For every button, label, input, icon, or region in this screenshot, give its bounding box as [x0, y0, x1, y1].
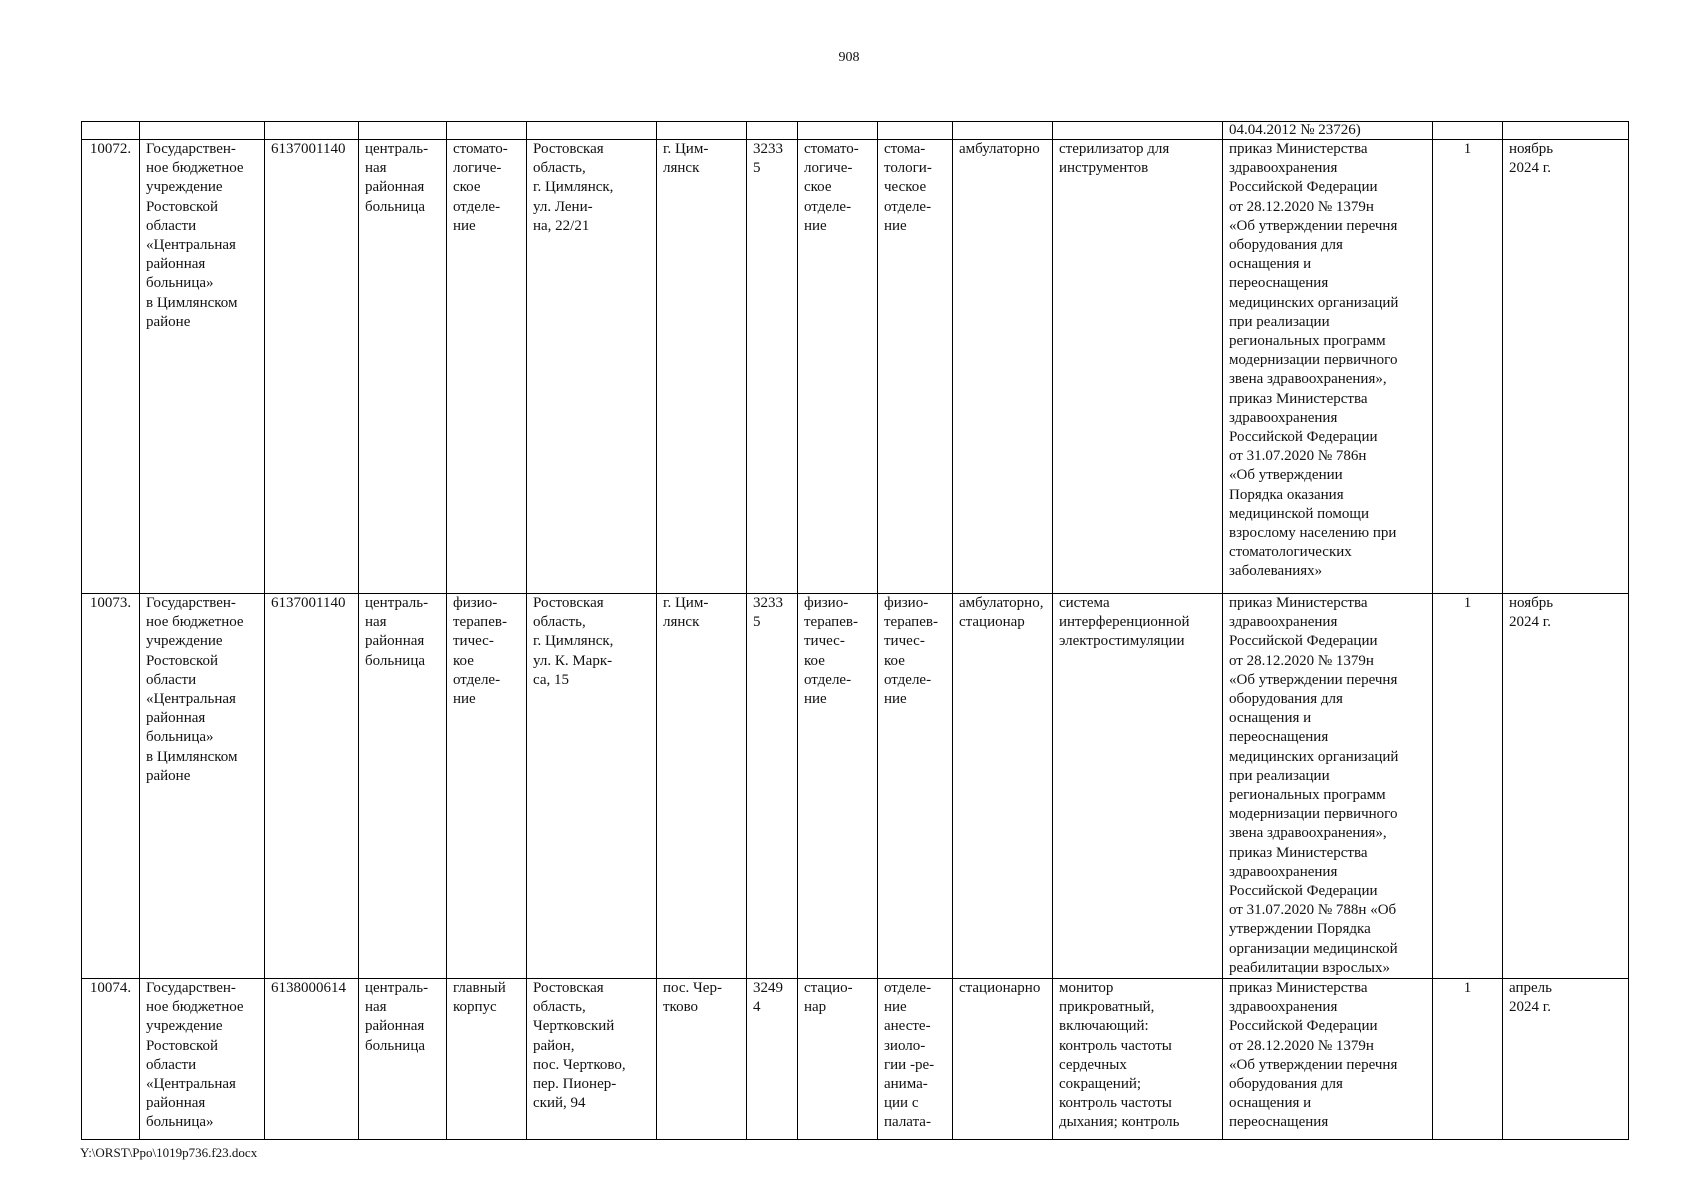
- code: 3233 5: [747, 140, 798, 594]
- row-number: 10072.: [82, 140, 140, 594]
- code: 3249 4: [747, 979, 798, 1140]
- quantity: 1: [1433, 140, 1503, 594]
- care-conditions: амбулаторно: [953, 140, 1053, 594]
- row-number: 10074.: [82, 979, 140, 1140]
- table-row: [82, 140, 1629, 594]
- unit: физио- терапев- тичес- кое отделе- ние: [878, 594, 953, 979]
- equipment-name: стерилизатор для инструментов: [1053, 140, 1223, 594]
- cell: [527, 122, 657, 140]
- organization-name: Государствен- ное бюджетное учреждение Ростовской области «Центральная районная больница» в Цимлянском районе: [140, 140, 265, 594]
- legal-basis: приказ Министерства здравоохранения Российской Федерации от 28.12.2020 № 1379н «Об утверждении перечня оборудования для оснащения и переоснащения: [1223, 979, 1433, 1140]
- cell: [140, 122, 265, 140]
- organization-type: централь- ная районная больница: [359, 594, 447, 979]
- cell: [1053, 122, 1223, 140]
- page-number: 908: [838, 50, 860, 65]
- cell: [953, 122, 1053, 140]
- subdivision: главный корпус: [447, 979, 527, 1140]
- delivery-date: апрель 2024 г.: [1503, 979, 1629, 1140]
- care-conditions: амбулаторно, стационар: [953, 594, 1053, 979]
- department: физио- терапев- тичес- кое отделе- ние: [798, 594, 878, 979]
- address: Ростовская область, г. Цимлянск, ул. Лени- на, 22/21: [527, 140, 657, 594]
- department: стомато- логиче- ское отделе- ние: [798, 140, 878, 594]
- organization-name: Государствен- ное бюджетное учреждение Ростовской области «Центральная районная больница»: [140, 979, 265, 1140]
- document-path: Y:\ORST\Ppo\1019p736.f23.docx: [80, 1145, 258, 1160]
- row-number: 10073.: [82, 594, 140, 979]
- quantity: 1: [1433, 979, 1503, 1140]
- unit: отделе- ние анесте- зиоло- гии -ре- анима- ции с палата-: [878, 979, 953, 1140]
- address: Ростовская область, Чертковский район, пос. Чертково, пер. Пионер- ский, 94: [527, 979, 657, 1140]
- department: стацио- нар: [798, 979, 878, 1140]
- cell: [798, 122, 878, 140]
- table-row: [82, 594, 1629, 979]
- organization-type: централь- ная районная больница: [359, 140, 447, 594]
- inn: 6137001140: [265, 594, 359, 979]
- subdivision: стомато- логиче- ское отделе- ние: [447, 140, 527, 594]
- table-row: [82, 979, 1629, 1140]
- organization-name: Государствен- ное бюджетное учреждение Ростовской области «Центральная районная больница» в Цимлянском районе: [140, 594, 265, 979]
- delivery-date: ноябрь 2024 г.: [1503, 594, 1629, 979]
- legal-basis: приказ Министерства здравоохранения Российской Федерации от 28.12.2020 № 1379н «Об утверждении перечня оборудования для оснащения и переоснащения медицинских организаций при реализации региональных программ модернизации первичного звена здравоохранения», приказ Министерства здравоохранения Российской Федерации от 31.07.2020 № 786н «Об утверждении Порядка оказания медицинской помощи взрослому населению при стоматологических заболеваниях»: [1223, 140, 1433, 594]
- address: Ростовская область, г. Цимлянск, ул. К. Марк- са, 15: [527, 594, 657, 979]
- locality: пос. Чер- тково: [657, 979, 747, 1140]
- cell: [359, 122, 447, 140]
- legal-basis: приказ Министерства здравоохранения Российской Федерации от 28.12.2020 № 1379н «Об утверждении перечня оборудования для оснащения и переоснащения медицинских организаций при реализации региональных программ модернизации первичного звена здравоохранения», приказ Министерства здравоохранения Российской Федерации от 31.07.2020 № 788н «Об утверждении Порядка организации медицинской реабилитации взрослых»: [1223, 594, 1433, 979]
- cell: [82, 122, 140, 140]
- code: 3233 5: [747, 594, 798, 979]
- care-conditions: стационарно: [953, 979, 1053, 1140]
- quantity: 1: [1433, 594, 1503, 979]
- equipment-name: монитор прикроватный, включающий: контроль частоты сердечных сокращений; контроль частоты дыхания; контроль: [1053, 979, 1223, 1140]
- cell: [1433, 122, 1503, 140]
- equipment-table: [81, 121, 1629, 1140]
- cell: [447, 122, 527, 140]
- unit: стома- тологи- ческое отделе- ние: [878, 140, 953, 594]
- locality: г. Цим- лянск: [657, 140, 747, 594]
- inn: 6138000614: [265, 979, 359, 1140]
- cell: [747, 122, 798, 140]
- organization-type: централь- ная районная больница: [359, 979, 447, 1140]
- cell: [1503, 122, 1629, 140]
- cell: [657, 122, 747, 140]
- equipment-name: система интерференционной электростимуляции: [1053, 594, 1223, 979]
- inn: 6137001140: [265, 140, 359, 594]
- cell: 04.04.2012 № 23726): [1223, 122, 1433, 140]
- cell: [265, 122, 359, 140]
- continuation-row: [82, 122, 1629, 140]
- locality: г. Цим- лянск: [657, 594, 747, 979]
- subdivision: физио- терапев- тичес- кое отделе- ние: [447, 594, 527, 979]
- delivery-date: ноябрь 2024 г.: [1503, 140, 1629, 594]
- cell: [878, 122, 953, 140]
